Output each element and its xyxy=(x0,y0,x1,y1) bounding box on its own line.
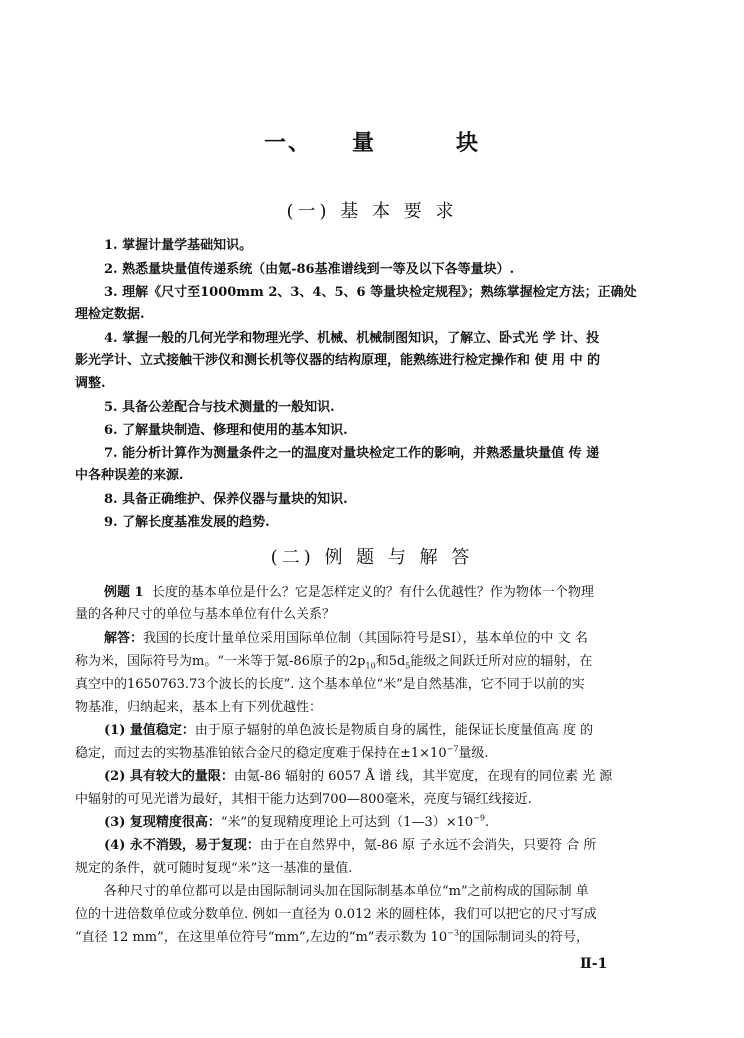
answer-line-2: 称为米，国际符号为m。“一米等于氪-86原子的$2p_{10}$和$5d_5$能级之间跃迁所对应的辐射，在 xyxy=(75,654,593,671)
advantage-2-line-1: (2) 具有较大的量限：由氪-86 辐射的 6057 Å 谱 线，其半宽度，在现有的同位素 光 源 xyxy=(104,769,613,784)
example-label: 例题 1 xyxy=(104,585,144,600)
requirement-item-4-cont-2: 调整. xyxy=(75,376,106,391)
example-question-line-1: 例题 1 长度的基本单位是什么？它是怎样定义的？有什么优越性？作为物体一个物理 xyxy=(104,585,594,600)
paragraph-line-2: 位的十进倍数单位或分数单位. 例如一直径为 0.012 米的圆柱体，我们可以把它的尺寸写成 xyxy=(75,907,597,922)
advantage-1-line-2: 稳定，而过去的实物基准铂铱合金尺的稳定度难于保持在$\pm 1\times 10^{-7}$量级. xyxy=(75,744,489,761)
answer-line-4: 物基准，归纳起来，基本上有下列优越性： xyxy=(75,700,323,715)
advantage-2-line-2: 中辐射的可见光谱为最好，其相干能力达到700—800毫米，亮度与镉红线接近. xyxy=(75,792,532,807)
paragraph-line-3: “直径 12 mm”，在这里单位符号“mm”,左边的“m”表示数为 $10^{-3}$的国际制词头的符号， xyxy=(75,928,589,945)
requirement-item-2: 2. 熟悉量块量值传递系统（由氪-86基准谱线到一等及以下各等量块）. xyxy=(104,262,515,277)
advantage-1-line-1: (1) 量值稳定：由于原子辐射的单色波长是物质自身的属性，能保证长度量值高 度 的 xyxy=(104,723,594,738)
answer-line-3: 真空中的1650763.73个波长的长度”. 这个基本单位“米”是自然基准，它不同于以前的实 xyxy=(75,677,585,692)
answer-line-1: 解答：我国的长度计量单位采用国际单位制（其国际符号是SI），基本单位的中 文 名 xyxy=(104,631,588,646)
requirement-item-1: 1. 掌握计量学基础知识。 xyxy=(104,238,253,253)
advantage-2-label: (2) 具有较大的量限： xyxy=(104,769,234,784)
requirement-item-4-cont-1: 影光学计、立式接触干涉仪和测长机等仪器的结构原理，能熟练进行检定操作和 使 用 中 的 xyxy=(75,353,601,368)
requirement-item-8: 8. 具备正确维护、保养仪器与量块的知识. xyxy=(104,492,348,507)
requirement-item-9: 9. 了解长度基准发展的趋势. xyxy=(104,515,270,530)
page-number: Ⅱ-1 xyxy=(580,956,608,972)
advantage-4-label: (4) 永不消毁，易于复现： xyxy=(104,838,260,853)
chapter-title xyxy=(0,126,744,157)
paragraph-line-1: 各种尺寸的单位都可以是由国际制词头加在国际制基本单位“m”之前构成的国际制 单 xyxy=(104,884,589,899)
chapter-number: 一、 xyxy=(263,131,312,156)
answer-label: 解答： xyxy=(104,631,144,646)
advantage-4-line-2: 规定的条件，就可随时复现“米”这一基准的量值. xyxy=(75,861,353,876)
advantage-3-line-1: (3) 复现精度很高：“米”的复现精度理论上可达到$(1—3)\times 10^{-9}$. xyxy=(104,813,490,830)
advantage-4-line-1: (4) 永不消毁，易于复现：由于在自然界中，氪-86 原 子永远不会消失，只要符 合 所 xyxy=(104,838,597,853)
requirement-item-6: 6. 了解量块制造、修理和使用的基本知识. xyxy=(104,423,348,438)
requirement-item-4: 4. 掌握一般的几何光学和物理光学、机械、机械制图知识，了解立、卧式光 学 计、投 xyxy=(104,331,600,346)
requirement-item-5: 5. 具备公差配合与技术测量的一般知识. xyxy=(104,400,335,415)
advantage-1-label: (1) 量值稳定： xyxy=(104,723,195,738)
section-title-examples: (二) 例 题 与 解 答 xyxy=(270,547,474,568)
section-title-requirements: (一) 基 本 要 求 xyxy=(286,201,458,222)
chapter-title-char-1: 量 xyxy=(351,131,376,156)
requirement-item-7-cont: 中各种误差的来源. xyxy=(75,468,184,483)
chapter-title-char-2: 块 xyxy=(456,131,481,156)
advantage-3-label: (3) 复现精度很高： xyxy=(104,815,221,830)
requirement-item-7: 7. 能分析计算作为测量条件之一的温度对量块检定工作的影响，并熟悉量块量值 传 递 xyxy=(104,446,600,461)
example-question-line-2: 量的各种尺寸的单位与基本单位有什么关系？ xyxy=(75,607,336,622)
requirement-item-3: 3. 理解《尺寸至1000mm 2、3、4、5、6 等量块检定规程》；熟练掌握检定方法；正确处 xyxy=(104,285,637,300)
requirement-item-3-cont: 理检定数据. xyxy=(75,307,145,322)
